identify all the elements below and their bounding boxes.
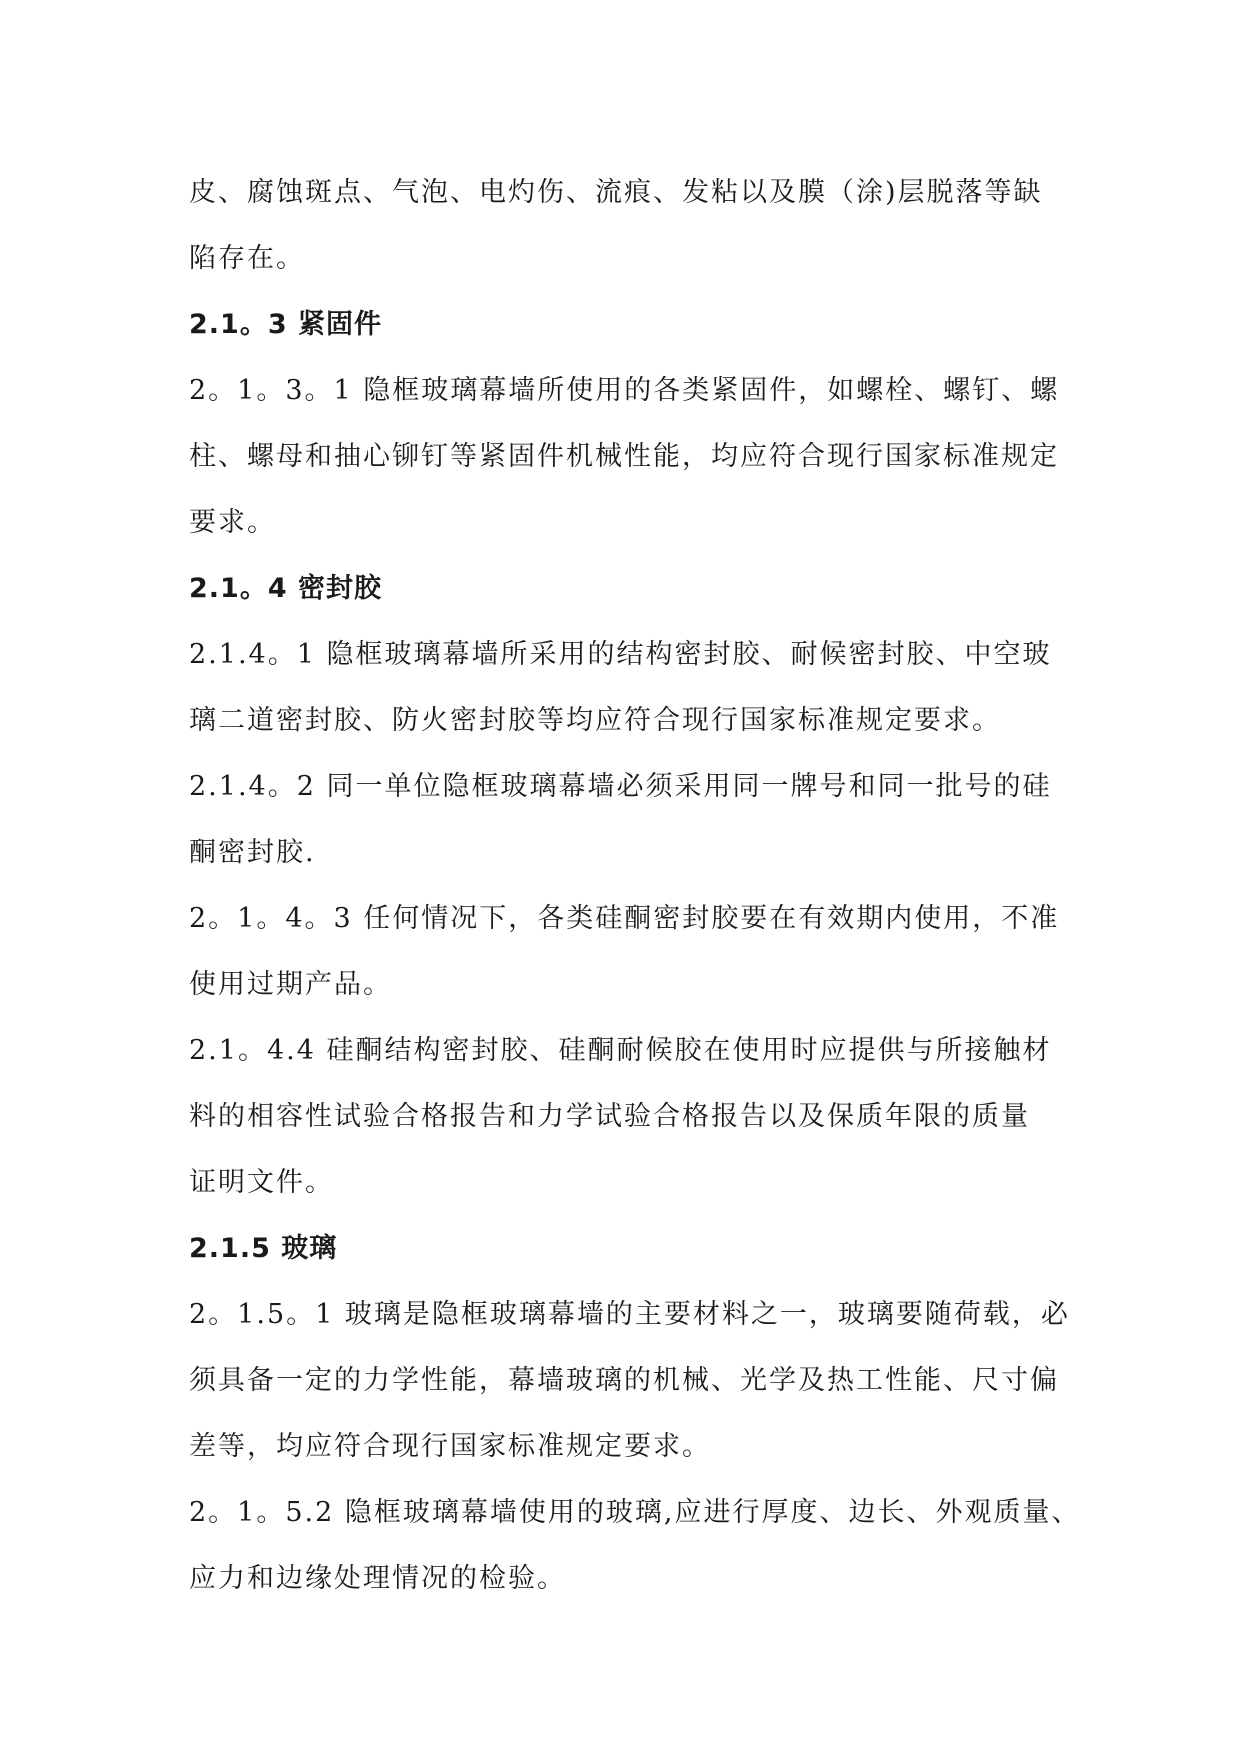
text-line: 2.1.4。2 同一单位隐框玻璃幕墙必须采用同一牌号和同一批号的硅 — [189, 771, 1052, 802]
text-line: 须具备一定的力学性能，幕墙玻璃的机械、光学及热工性能、尺寸偏 — [189, 1365, 1059, 1396]
text-line: 酮密封胶. — [189, 837, 316, 868]
section-heading: 2.1。4 密封胶 — [189, 573, 383, 604]
text-line: 要求。 — [189, 507, 276, 538]
text-line: 璃二道密封胶、防火密封胶等均应符合现行国家标准规定要求。 — [189, 705, 1001, 736]
text-line: 使用过期产品。 — [189, 969, 392, 1000]
text-line: 料的相容性试验合格报告和力学试验合格报告以及保质年限的质量 — [189, 1101, 1030, 1132]
text-line: 应力和边缘处理情况的检验。 — [189, 1563, 566, 1594]
text-line: 2。1.5。1 玻璃是隐框玻璃幕墙的主要材料之一，玻璃要随荷载，必 — [189, 1299, 1070, 1330]
document-page — [189, 160, 1081, 1612]
text-line: 2。1。3。1 隐框玻璃幕墙所使用的各类紧固件，如螺栓、螺钉、螺 — [189, 375, 1060, 406]
text-line: 皮、腐蚀斑点、气泡、电灼伤、流痕、发粘以及膜（涂)层脱落等缺 — [189, 177, 1043, 208]
text-line: 证明文件。 — [189, 1167, 334, 1198]
text-line: 2。1。4。3 任何情况下，各类硅酮密封胶要在有效期内使用，不准 — [189, 903, 1060, 934]
text-line: 差等，均应符合现行国家标准规定要求。 — [189, 1431, 711, 1462]
text-line: 2.1.4。1 隐框玻璃幕墙所采用的结构密封胶、耐候密封胶、中空玻 — [189, 639, 1052, 670]
text-line: 2。1。5.2 隐框玻璃幕墙使用的玻璃,应进行厚度、边长、外观质量、 — [189, 1497, 1081, 1528]
section-heading: 2.1。3 紧固件 — [189, 309, 383, 340]
text-line: 柱、螺母和抽心铆钉等紧固件机械性能，均应符合现行国家标准规定 — [189, 441, 1059, 472]
text-line: 2.1。4.4 硅酮结构密封胶、硅酮耐候胶在使用时应提供与所接触材 — [189, 1035, 1052, 1066]
text-line: 陷存在。 — [189, 243, 305, 274]
section-heading: 2.1.5 玻璃 — [189, 1233, 338, 1264]
